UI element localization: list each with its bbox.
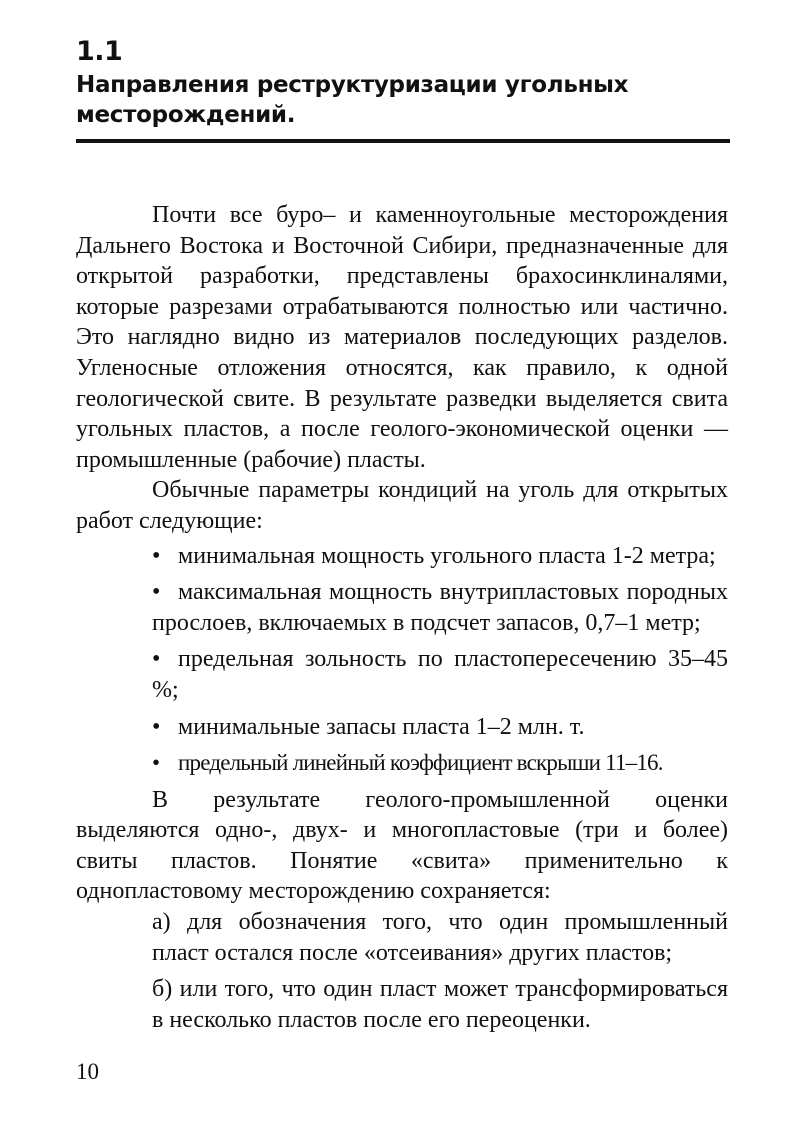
body-text	[76, 200, 728, 1041]
list-item	[152, 644, 728, 705]
list-item: б) или того, что один пласт может трансформироваться в несколько пластов после его переоценки.	[152, 976, 728, 1033]
page-number: 10	[76, 1059, 99, 1084]
list-item-text: минимальные запасы пласта 1–2 млн. т.	[178, 713, 585, 740]
paragraph-conditions-intro: Обычные параметры кондиций на уголь для открытых работ следующие:	[76, 477, 728, 534]
heading-divider	[76, 139, 730, 143]
list-item	[152, 712, 728, 743]
list-item	[152, 748, 728, 779]
list-item-text: предельный линейный коэффициент вскрыши 11–16.	[178, 750, 663, 776]
list-item	[152, 541, 728, 572]
list-item-text: максимальная мощность внутрипластовых породных прослоев, включаемых в подсчет запасов, 0,7–1 метр;	[152, 579, 728, 636]
bullet-icon: •	[152, 579, 161, 606]
bullet-icon: •	[152, 542, 161, 569]
suite-notes-list	[76, 907, 728, 1035]
list-item-text: минимальная мощность угольного пласта 1-2 метра;	[178, 542, 716, 569]
paragraph-intro: Почти все буро– и каменноугольные месторождения Дальнего Востока и Восточной Сибири, предназначенные для открытой разработки, представлены брахосинклиналями, которые разрезами отрабатываются полностью или частично. Это наглядно видно из материалов последующих разделов. Угленосные отложения относятся, как правило, к одной геологической свите. В результате разведки выделяется свита угольных пластов, а после геолого-экономической оценки — промышленные (рабочие) пласты.	[76, 202, 728, 473]
bullet-icon: •	[152, 646, 161, 673]
list-item	[152, 577, 728, 638]
bullet-icon: •	[152, 750, 160, 776]
list-item: а) для обозначения того, что один промышленный пласт остался после «отсеивания» других пластов;	[152, 909, 728, 966]
conditions-list	[76, 541, 728, 779]
list-item-text: предельная зольность по пластопересечению 35–45 %;	[152, 646, 728, 703]
section-number: 1.1	[76, 36, 123, 67]
paragraph-suite: В результате геолого-промышленной оценки выделяются одно-, двух- и многопластовые (три и более) свиты пластов. Понятие «свита» применительно к однопластовому месторождению сохраняется:	[76, 786, 728, 905]
bullet-icon: •	[152, 713, 161, 740]
section-title: Направления реструктуризации угольных месторождений.	[76, 72, 629, 128]
